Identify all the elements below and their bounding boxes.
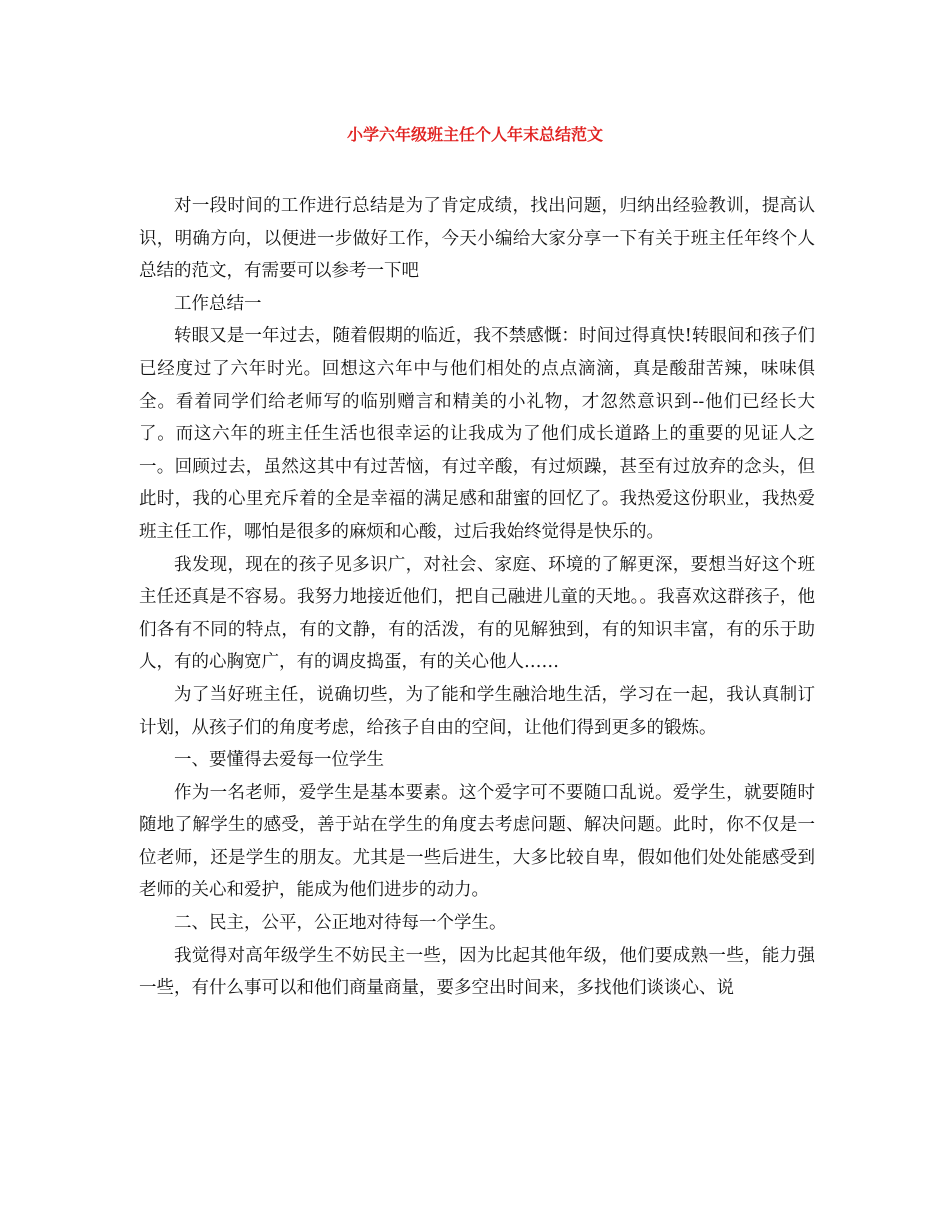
paragraph-intro: 对一段时间的工作进行总结是为了肯定成绩，找出问题，归纳出经验教训，提高认识，明确方向，以便进一步做好工作，今天小编给大家分享一下有关于班主任年终个人总结的范文，有需要可以参考一下吧	[139, 196, 815, 282]
paragraph: 转眼又是一年过去，随着假期的临近，我不禁感慨：时间过得真快!转眼间和孩子们已经度过了六年时光。回想这六年中与他们相处的点点滴滴，真是酸甜苦辣，味味俱全。看着同学们给老师写的临别赠言和精美的小礼物，才忽然意识到--他们已经长大了。而这六年的班主任生活也很幸运的让我成为了他们成长道路上的重要的见证人之一。回顾过去，虽然这其中有过苦恼，有过辛酸，有过烦躁，甚至有过放弃的念头，但此时，我的心里充斥着的全是幸福的满足感和甜蜜的回忆了。我热爱这份职业，我热爱班主任工作，哪怕是很多的麻烦和心酸，过后我始终觉得是快乐的。	[139, 326, 815, 542]
section-heading: 一、要懂得去爱每一位学生	[174, 750, 384, 771]
document-body	[139, 190, 815, 1005]
document-title: 小学六年级班主任个人年末总结范文	[346, 125, 603, 144]
section-heading: 二、民主，公平，公正地对待每一个学生。	[174, 913, 507, 934]
paragraph: 作为一名老师，爱学生是基本要素。这个爱字可不要随口乱说。爱学生，就要随时随地了解学生的感受，善于站在学生的角度去考虑问题、解决问题。此时，你不仅是一位老师，还是学生的朋友。尤其是一些后进生，大多比较自卑，假如他们处处能感受到老师的关心和爱护，能成为他们进步的动力。	[139, 782, 815, 901]
paragraph: 为了当好班主任，说确切些，为了能和学生融洽地生活，学习在一起，我认真制订计划，从孩子们的角度考虑，给孩子自由的空间，让他们得到更多的锻炼。	[139, 684, 815, 738]
paragraph: 我觉得对高年级学生不妨民主一些，因为比起其他年级，他们要成熟一些，能力强一些，有什么事可以和他们商量商量，要多空出时间来，多找他们谈谈心、说	[139, 945, 815, 999]
section-heading: 工作总结一	[174, 293, 262, 314]
paragraph: 我发现，现在的孩子见多识广，对社会、家庭、环境的了解更深，要想当好这个班主任还真是不容易。我努力地接近他们，把自己融进儿童的天地。。我喜欢这群孩子，他们各有不同的特点，有的文静，有的活泼，有的见解独到，有的知识丰富，有的乐于助人，有的心胸宽广，有的调皮捣蛋，有的关心他人……	[139, 554, 815, 673]
